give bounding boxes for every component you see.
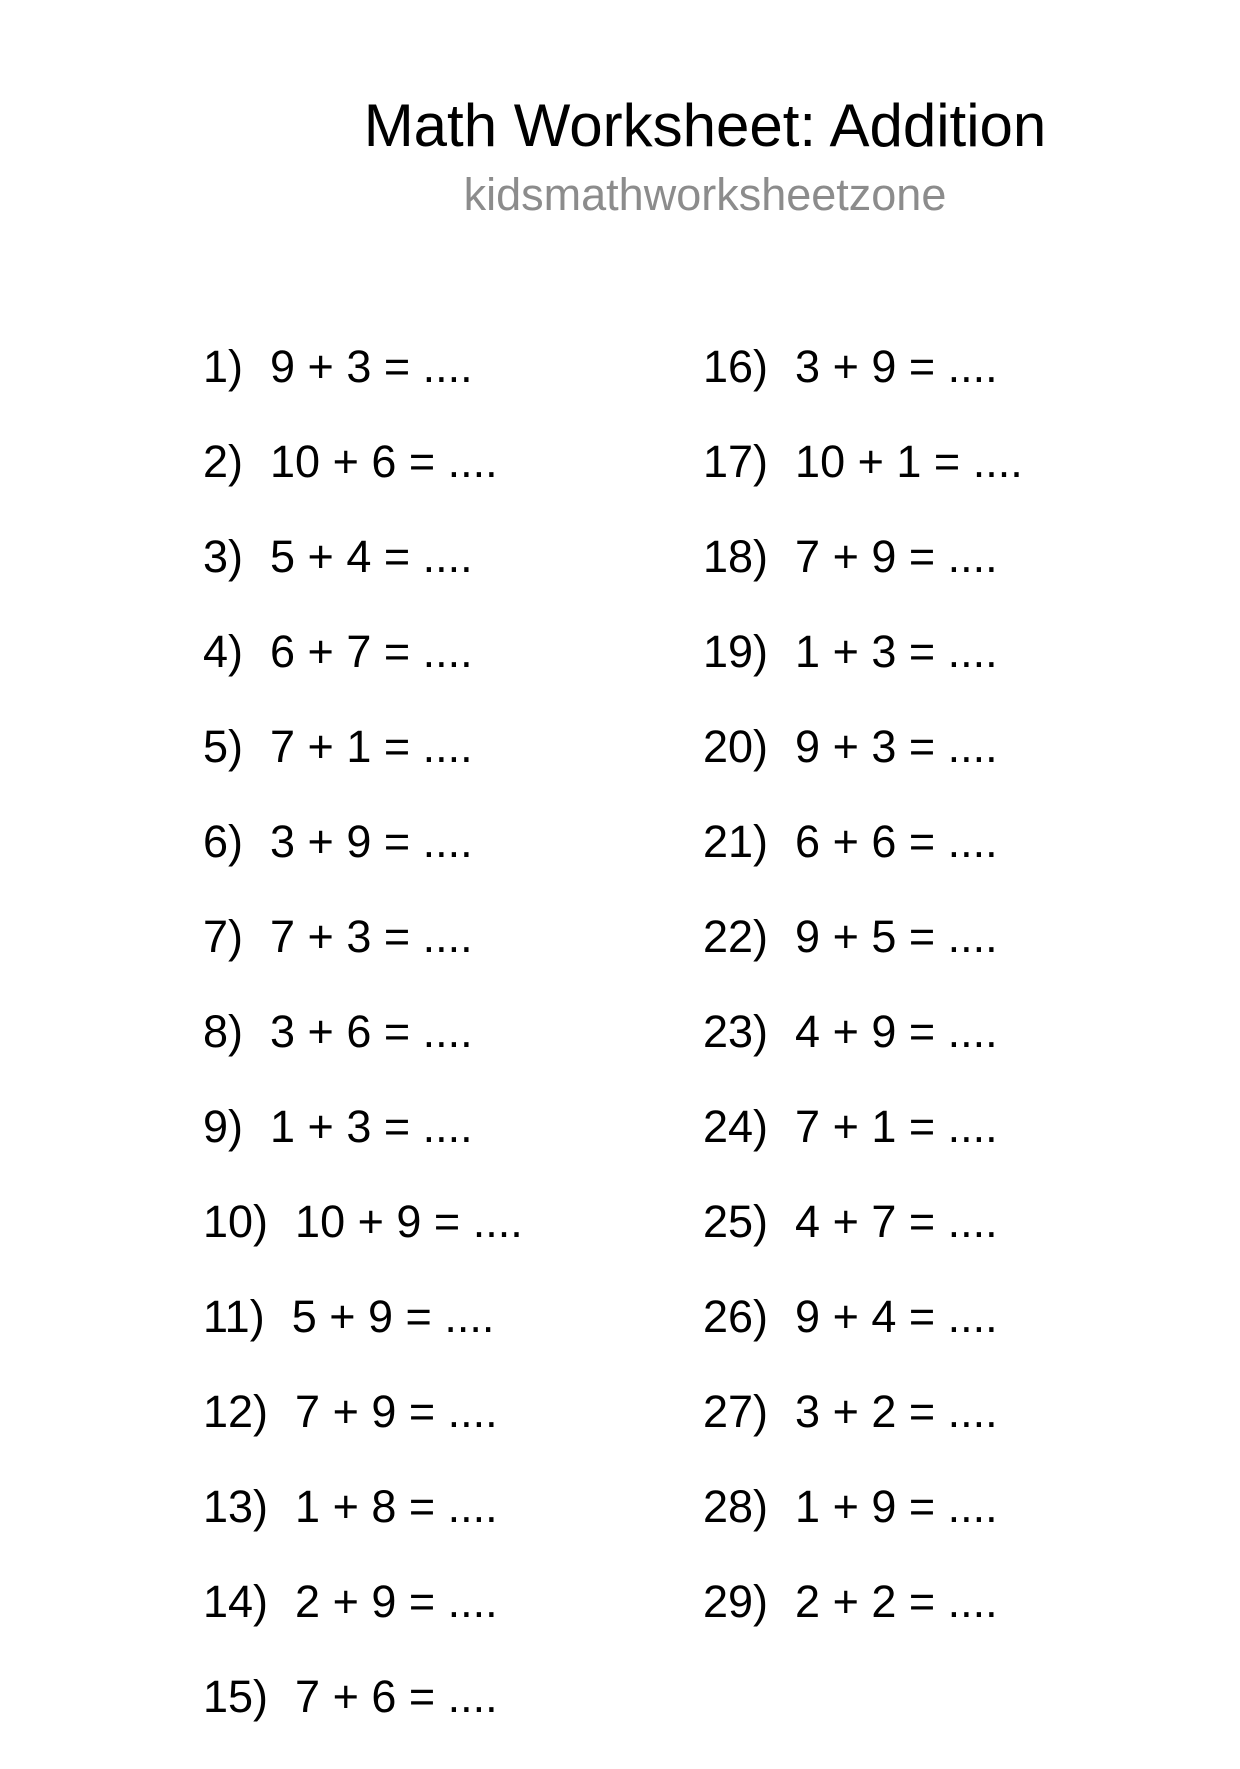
problem-number: 11) — [203, 1291, 265, 1342]
problem-equation: 7 + 1 = .... — [270, 721, 473, 772]
problem-row — [703, 816, 1023, 914]
problem-row — [203, 1386, 523, 1484]
problem-number: 6) — [203, 816, 244, 867]
problem-equation: 4 + 9 = .... — [795, 1006, 998, 1057]
problem-equation: 9 + 3 = .... — [270, 341, 473, 392]
problem-row — [203, 1101, 523, 1199]
problem-number: 20) — [703, 721, 769, 772]
problem-number: 10) — [203, 1196, 269, 1247]
problem-equation: 10 + 6 = .... — [270, 436, 498, 487]
problem-number: 8) — [203, 1006, 244, 1057]
problem-number: 9) — [203, 1101, 244, 1152]
problem-number: 2) — [203, 436, 244, 487]
problems-column-left — [203, 341, 523, 1769]
problem-number: 12) — [203, 1386, 269, 1437]
problem-number: 5) — [203, 721, 244, 772]
problem-row — [203, 816, 523, 914]
problem-number: 28) — [703, 1481, 769, 1532]
problem-row — [203, 1671, 523, 1769]
problem-number: 27) — [703, 1386, 769, 1437]
problem-row — [203, 1576, 523, 1674]
problem-row — [703, 721, 1023, 819]
problem-number: 14) — [203, 1576, 269, 1627]
problem-row — [703, 626, 1023, 724]
page-subtitle: kidsmathworksheetzone — [463, 169, 947, 220]
problem-row — [703, 436, 1023, 534]
problem-number: 13) — [203, 1481, 269, 1532]
problem-row — [203, 626, 523, 724]
problem-row — [703, 531, 1023, 629]
problem-row — [203, 1481, 523, 1579]
problem-row — [703, 1386, 1023, 1484]
problem-number: 25) — [703, 1196, 769, 1247]
problem-equation: 9 + 5 = .... — [795, 911, 998, 962]
problem-number: 23) — [703, 1006, 769, 1057]
problem-equation: 10 + 1 = .... — [795, 436, 1023, 487]
problem-number: 26) — [703, 1291, 769, 1342]
problem-number: 7) — [203, 911, 244, 962]
problem-equation: 4 + 7 = .... — [795, 1196, 998, 1247]
problem-row — [203, 721, 523, 819]
problem-number: 3) — [203, 531, 244, 582]
problem-equation: 9 + 3 = .... — [795, 721, 998, 772]
problem-equation: 7 + 6 = .... — [295, 1671, 498, 1722]
problem-equation: 1 + 3 = .... — [795, 626, 998, 677]
problem-number: 16) — [703, 341, 769, 392]
page-title: Math Worksheet: Addition — [363, 92, 1047, 159]
problem-equation: 5 + 9 = .... — [291, 1291, 495, 1342]
problem-number: 19) — [703, 626, 769, 677]
worksheet-header — [170, 92, 1240, 220]
problem-number: 24) — [703, 1101, 769, 1152]
problem-equation: 7 + 9 = .... — [295, 1386, 498, 1437]
problems-column-right — [703, 341, 1023, 1674]
problem-equation: 3 + 2 = .... — [795, 1386, 998, 1437]
problem-equation: 7 + 1 = .... — [795, 1101, 998, 1152]
problem-number: 18) — [703, 531, 769, 582]
problem-equation: 5 + 4 = .... — [270, 531, 473, 582]
problem-number: 22) — [703, 911, 769, 962]
problem-row — [203, 531, 523, 629]
problem-equation: 2 + 9 = .... — [295, 1576, 498, 1627]
problem-row — [703, 1196, 1023, 1294]
problem-equation: 9 + 4 = .... — [795, 1291, 998, 1342]
problem-equation: 1 + 8 = .... — [295, 1481, 498, 1532]
problem-equation: 7 + 9 = .... — [795, 531, 998, 582]
problem-row — [203, 341, 523, 439]
problem-row — [703, 1481, 1023, 1579]
problem-number: 29) — [703, 1576, 769, 1627]
problem-number: 4) — [203, 626, 244, 677]
problem-row — [203, 911, 523, 1009]
problem-row — [203, 1006, 523, 1104]
problem-number: 15) — [203, 1671, 269, 1722]
problem-equation: 6 + 7 = .... — [270, 626, 473, 677]
problem-row — [703, 1576, 1023, 1674]
problem-number: 21) — [703, 816, 769, 867]
problem-number: 1) — [203, 341, 244, 392]
problem-row — [203, 1196, 523, 1294]
problem-equation: 1 + 9 = .... — [795, 1481, 998, 1532]
problem-equation: 3 + 9 = .... — [795, 341, 998, 392]
problem-row — [203, 436, 523, 534]
problem-equation: 10 + 9 = .... — [295, 1196, 523, 1247]
problem-row — [703, 341, 1023, 439]
problem-equation: 1 + 3 = .... — [270, 1101, 473, 1152]
problem-row — [203, 1291, 523, 1389]
problem-row — [703, 911, 1023, 1009]
problem-equation: 6 + 6 = .... — [795, 816, 998, 867]
problem-equation: 3 + 6 = .... — [270, 1006, 473, 1057]
problem-row — [703, 1006, 1023, 1104]
problem-equation: 7 + 3 = .... — [270, 911, 473, 962]
problem-row — [703, 1101, 1023, 1199]
problem-equation: 3 + 9 = .... — [270, 816, 473, 867]
problem-row — [703, 1291, 1023, 1389]
problem-number: 17) — [703, 436, 769, 487]
problem-equation: 2 + 2 = .... — [795, 1576, 998, 1627]
